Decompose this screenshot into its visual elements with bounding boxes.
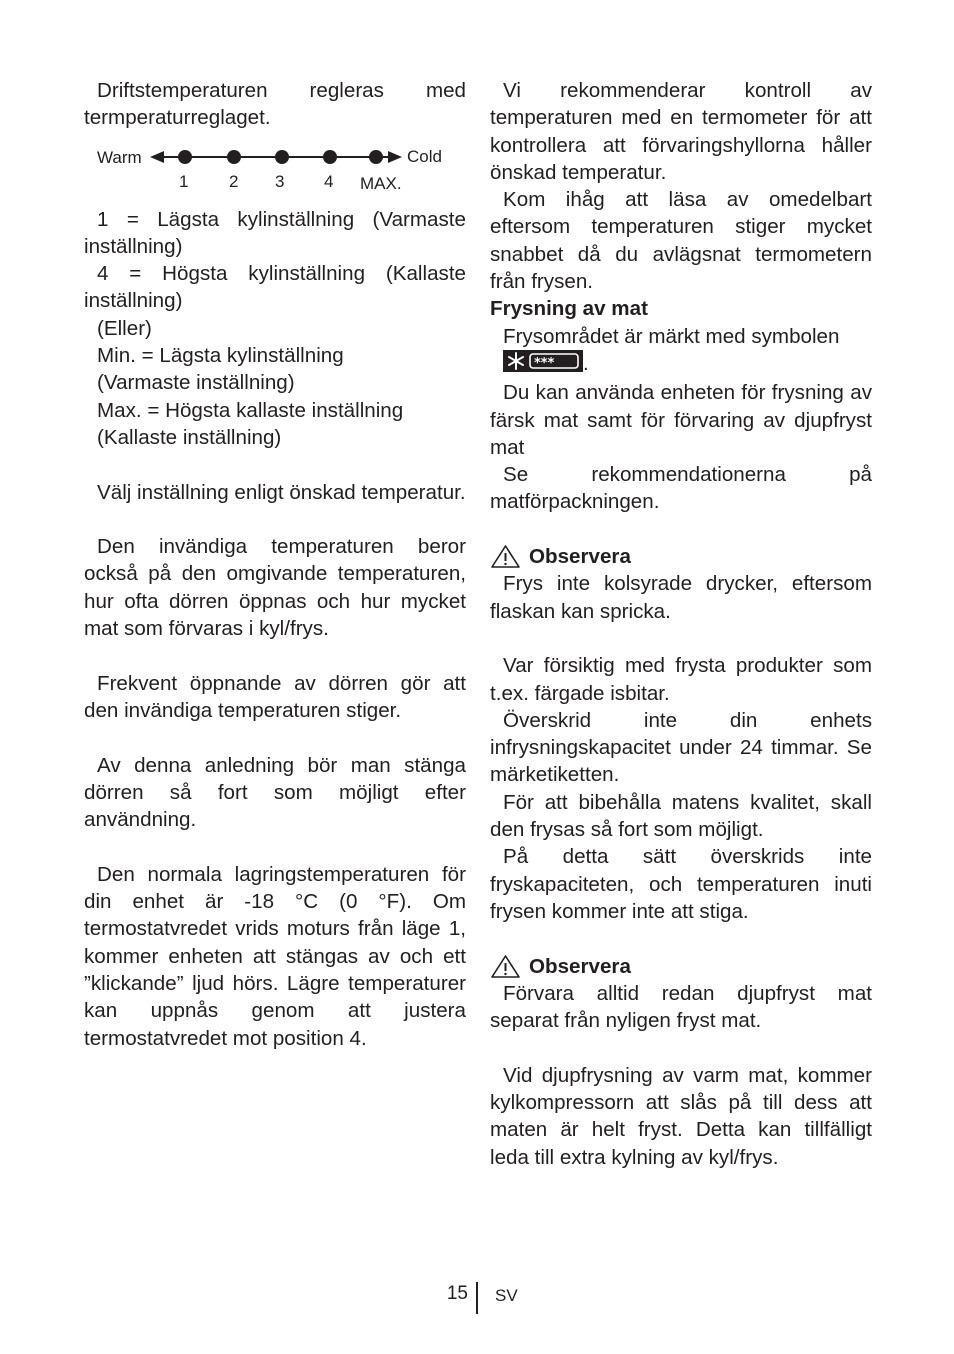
- symbol-text: Frysområdet är märkt med symbolen: [503, 324, 840, 348]
- recommend-paragraph: Vi rekommenderar kontroll av temperaturen med en termometer för att kontrollera att förvaringshyllorna håller önskad temperatur.: [490, 79, 872, 184]
- thermostat-dial-scale: [84, 140, 466, 204]
- legend-line-6: Max. = Högsta kallaste inställning: [97, 398, 404, 422]
- dial-warm-label: Warm: [97, 147, 142, 167]
- internal-temp-paragraph: Den invändiga temperaturen beror också på den omgivande temperaturen, hur ofta dörren öppnas och hur mycket mat som förvaras i kyl/frys.: [84, 535, 466, 641]
- legend-line-2: 4 = Högsta kylinställning (Kallaste inställning): [84, 262, 466, 313]
- right-column: [490, 77, 872, 1171]
- freezing-heading: Frysning av mat: [490, 297, 648, 321]
- legend-line-4: Min. = Lägsta kylinställning: [97, 344, 344, 368]
- dial-position-3: 3: [275, 171, 285, 191]
- dial-position-2: 2: [229, 171, 239, 191]
- legend-line-7: (Kallaste inställning): [97, 425, 282, 449]
- remember-paragraph: Kom ihåg att läsa av omedelbart eftersom temperaturen stiger mycket snabbet då du avlägsnat termometern från frysen.: [490, 188, 872, 294]
- observe-heading-2: [490, 953, 872, 980]
- careful-paragraph: Var försiktig med frysta produkter som t.ex. färgade isbitar.: [490, 654, 872, 705]
- exceed-paragraph: Överskrid inte din enhets infrysningskapacitet under 24 timmar. Se märketiketten.: [490, 708, 872, 787]
- legend-line-1: 1 = Lägsta kylinställning (Varmaste inställning): [84, 207, 466, 258]
- left-column: [84, 77, 466, 1052]
- page-number: 15: [446, 1283, 468, 1304]
- warning-triangle-icon: [490, 544, 521, 569]
- svg-text:***: ***: [534, 355, 555, 371]
- language-code: SV: [495, 1286, 518, 1305]
- dial-cold-label: Cold: [407, 146, 442, 166]
- freezer-star-symbol-icon: [490, 350, 583, 379]
- symbol-paragraph: [490, 323, 872, 380]
- footer-divider: [476, 1282, 478, 1314]
- observe-heading-1-text: Observera: [529, 545, 631, 569]
- frequent-opening-paragraph: Frekvent öppnande av dörren gör att den invändiga temperaturen stiger.: [84, 671, 466, 722]
- observe-heading-2-text: Observera: [529, 954, 631, 978]
- warning-triangle-icon: [490, 954, 521, 979]
- carbonated-paragraph: Frys inte kolsyrade drycker, eftersom flaskan kan spricka.: [490, 572, 872, 623]
- observe-heading-1: [490, 543, 872, 570]
- legend-line-3: (Eller): [97, 316, 152, 340]
- legend-line-5: (Varmaste inställning): [97, 371, 295, 395]
- separate-storage-paragraph: Förvara alltid redan djupfryst mat separat från nyligen fryst mat.: [490, 981, 872, 1033]
- select-paragraph: Välj inställning enligt önskad temperatur.: [97, 480, 466, 504]
- normal-temp-paragraph: Den normala lagringstemperaturen för din enhet är -18 °C (0 °F). Om termostatvredet vrids moturs från läge 1, kommer enheten att stängas av och ett ”klickande” ljud hörs. Lägre temperaturer kan uppnås genom att justera termostatvredet mot position 4.: [84, 862, 466, 1050]
- close-door-paragraph: Av denna anledning bör man stänga dörren så fort som möjligt efter användning.: [84, 753, 466, 832]
- capacity-paragraph: På detta sätt överskrids inte fryskapaciteten, och temperaturen inuti frysen kommer inte att stiga.: [490, 845, 872, 923]
- dial-position-max: MAX.: [360, 173, 402, 193]
- intro-paragraph: Driftstemperaturen regleras med termperaturreglaget.: [84, 79, 466, 130]
- dial-position-1: 1: [179, 171, 189, 191]
- warm-food-paragraph: Vid djupfrysning av varm mat, kommer kylkompressorn att slås på till dess att maten är helt fryst. Detta kan tillfälligt leda till extra kylning av kyl/frys.: [490, 1063, 872, 1169]
- use-paragraph: Du kan använda enheten för frysning av färsk mat samt för förvaring av djupfryst mat: [490, 381, 872, 459]
- symbol-end: .: [583, 351, 589, 375]
- dial-position-4: 4: [324, 171, 334, 191]
- quality-paragraph: För att bibehålla matens kvalitet, skall den frysas så fort som möjligt.: [490, 790, 872, 842]
- see-paragraph: Se rekommendationerna på matförpackningen.: [490, 463, 872, 514]
